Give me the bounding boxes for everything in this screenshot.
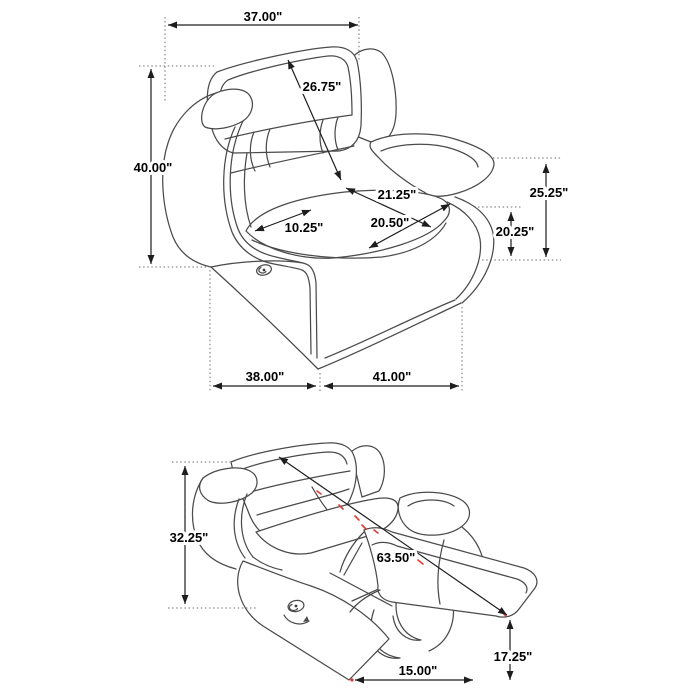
front-side-panel <box>238 561 389 680</box>
dim-label-back-height: 26.75" <box>302 79 342 94</box>
base-front-right-edge <box>318 303 461 369</box>
left-arm-inner-edge <box>244 153 251 227</box>
right-side-panel-seam <box>447 202 481 299</box>
dim-base-front-left <box>210 270 320 391</box>
dim-overall-height <box>134 66 214 267</box>
dim-label-base-front-right: 41.00" <box>372 369 412 384</box>
upright-recliner-drawing <box>163 47 494 369</box>
power-button-icon <box>255 263 272 277</box>
dim-footrest-height <box>494 620 533 680</box>
recline-mechanism-link <box>344 543 362 575</box>
dim-label-seat-side-height: 20.25" <box>495 224 535 239</box>
dim-label-footrest-height: 17.25" <box>493 649 533 664</box>
dim-label-overall-width: 37.00" <box>243 9 283 24</box>
dim-base-width <box>355 663 473 680</box>
dim-arm-height <box>478 158 568 260</box>
base-front-right-seam <box>325 300 455 358</box>
dim-label-base-width: 15.00" <box>398 663 438 678</box>
seat-cushion <box>246 190 449 258</box>
dim-label-seat-width: 20.50" <box>370 215 410 230</box>
footrest-panel <box>364 528 537 617</box>
dim-seat-side-height <box>478 207 534 256</box>
side-panel-top-edge <box>211 261 303 267</box>
right-side-panel <box>455 197 494 303</box>
right-armrest <box>398 492 469 535</box>
dim-label-arm-width: 10.25" <box>284 220 324 235</box>
dim-label-seat-depth: 21.25" <box>377 187 417 202</box>
dim-label-arm-height: 25.25" <box>529 185 569 200</box>
dim-label-reclined-height: 32.25" <box>169 530 209 545</box>
dim-label-reclined-length: 63.50" <box>376 550 416 565</box>
base-front-left-edge <box>211 267 318 369</box>
dim-label-overall-height: 40.00" <box>133 160 173 175</box>
reclined-recliner-drawing <box>192 443 536 682</box>
dim-label-base-front-left: 38.00" <box>245 369 285 384</box>
